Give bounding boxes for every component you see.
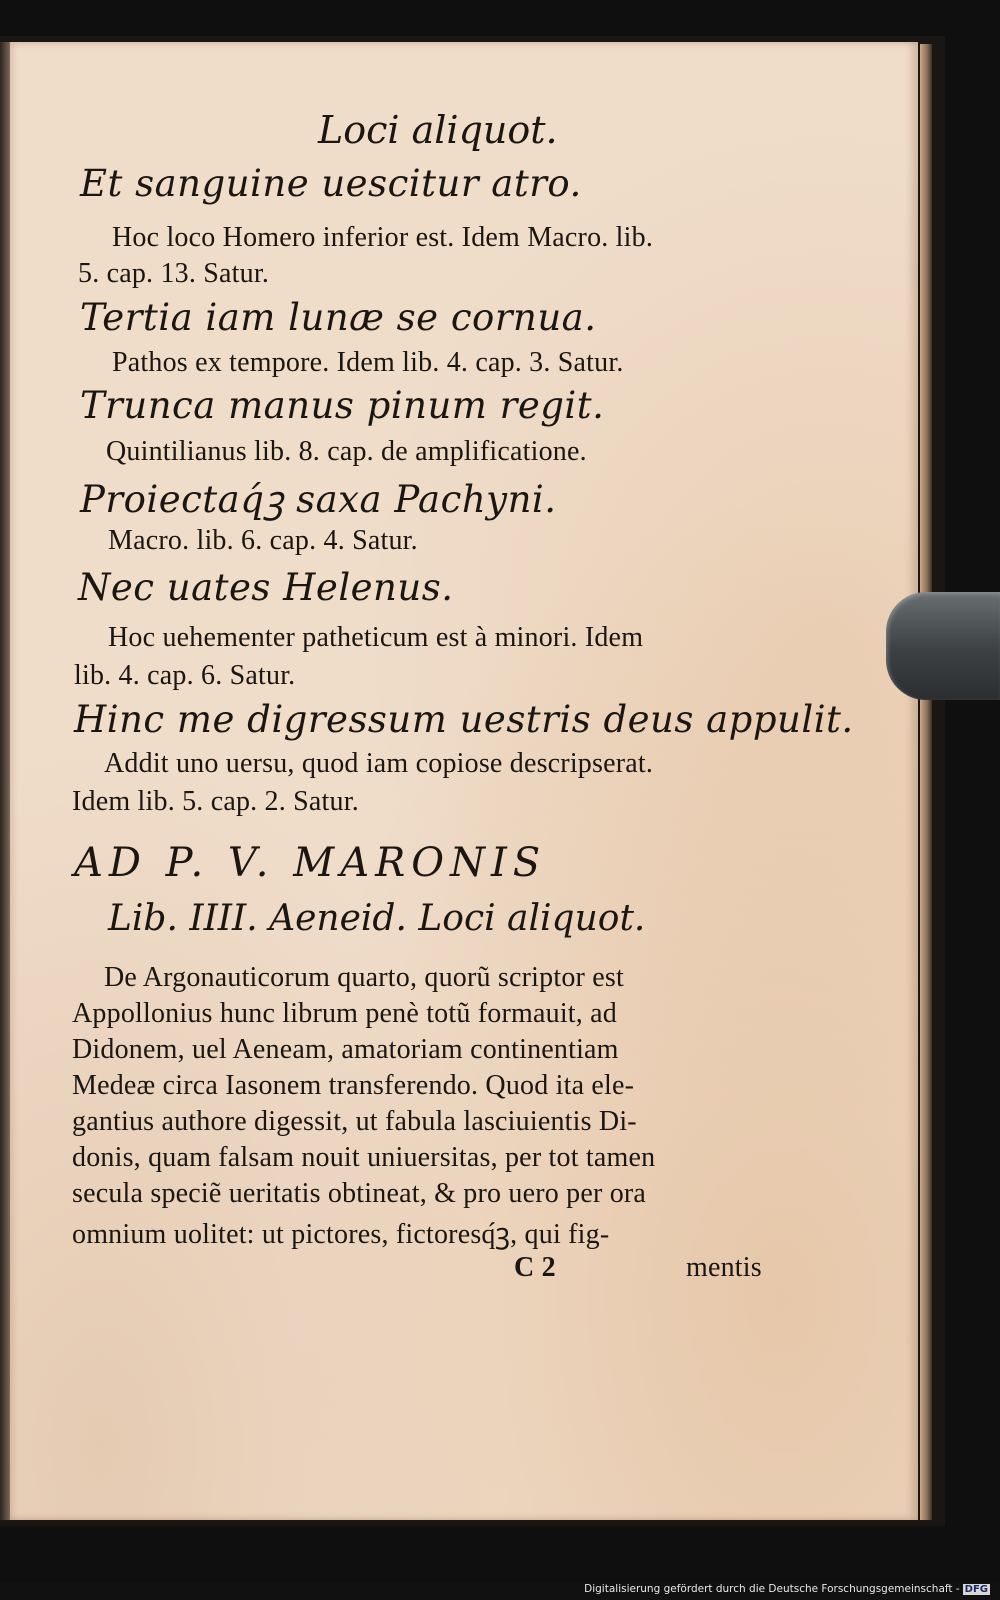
- paragraph-line: secula speciẽ ueritatis obtineat, & pro uero per ora: [72, 1178, 647, 1209]
- commentary-line: Hoc uehementer patheticum est à minori. Idem: [108, 622, 644, 653]
- commentary-line: Quintilianus lib. 8. cap. de amplificatione.: [106, 436, 587, 467]
- verse-line: Tertia iam lunæ se cornua.: [80, 296, 597, 339]
- commentary-line: Addit uno uersu, quod iam copiose descripserat.: [104, 748, 654, 779]
- paragraph-line: gantius authore digessit, ut fabula lasciuientis Di-: [72, 1106, 637, 1137]
- signature-mark: C 2: [514, 1252, 556, 1283]
- commentary-line: 5. cap. 13. Satur.: [78, 258, 270, 289]
- paragraph-line: Medeæ circa Iasonem transferendo. Quod ita ele-: [72, 1070, 635, 1101]
- commentary-line: Macro. lib. 6. cap. 4. Satur.: [108, 525, 418, 556]
- paragraph-line: omnium uolitet: ut pictores, fictoresq́ꝫ, qui fig-: [72, 1219, 610, 1250]
- section-subtitle: Lib. IIII. Aeneid. Loci aliquot.: [108, 898, 646, 939]
- paragraph-line: Didonem, uel Aeneam, amatoriam continentiam: [72, 1034, 619, 1065]
- verse-line: Nec uates Helenus.: [78, 566, 454, 609]
- verse-line: Proiectaq́ꝫ saxa Pachyni.: [80, 478, 557, 521]
- verse-line: Et sanguine uescitur atro.: [80, 162, 582, 205]
- commentary-line: Pathos ex tempore. Idem lib. 4. cap. 3. Satur.: [112, 347, 624, 378]
- paragraph-line: De Argonauticorum quarto, quorũ scriptor est: [104, 962, 624, 993]
- commentary-line: Hoc loco Homero inferior est. Idem Macro. lib.: [112, 222, 654, 253]
- verse-line: Hinc me digressum uestris deus appulit.: [74, 698, 854, 741]
- verse-line: Trunca manus pinum regit.: [80, 384, 605, 427]
- commentary-line: Idem lib. 5. cap. 2. Satur.: [72, 786, 359, 817]
- footer-credit-text: Digitalisierung gefördert durch die Deutsche Forschungsgemeinschaft -: [584, 1583, 960, 1595]
- running-head: Loci aliquot.: [318, 108, 558, 152]
- section-title: AD P. V. MARONIS: [74, 840, 547, 886]
- footer-credit: [584, 1583, 990, 1595]
- commentary-line: lib. 4. cap. 6. Satur.: [74, 660, 296, 691]
- paragraph-line: Appollonius hunc librum penè totũ formauit, ad: [72, 998, 618, 1029]
- dfg-logo: DFG: [964, 1584, 988, 1595]
- paragraph-line: donis, quam falsam nouit uniuersitas, per tot tamen: [72, 1142, 656, 1173]
- catchword: mentis: [686, 1252, 762, 1283]
